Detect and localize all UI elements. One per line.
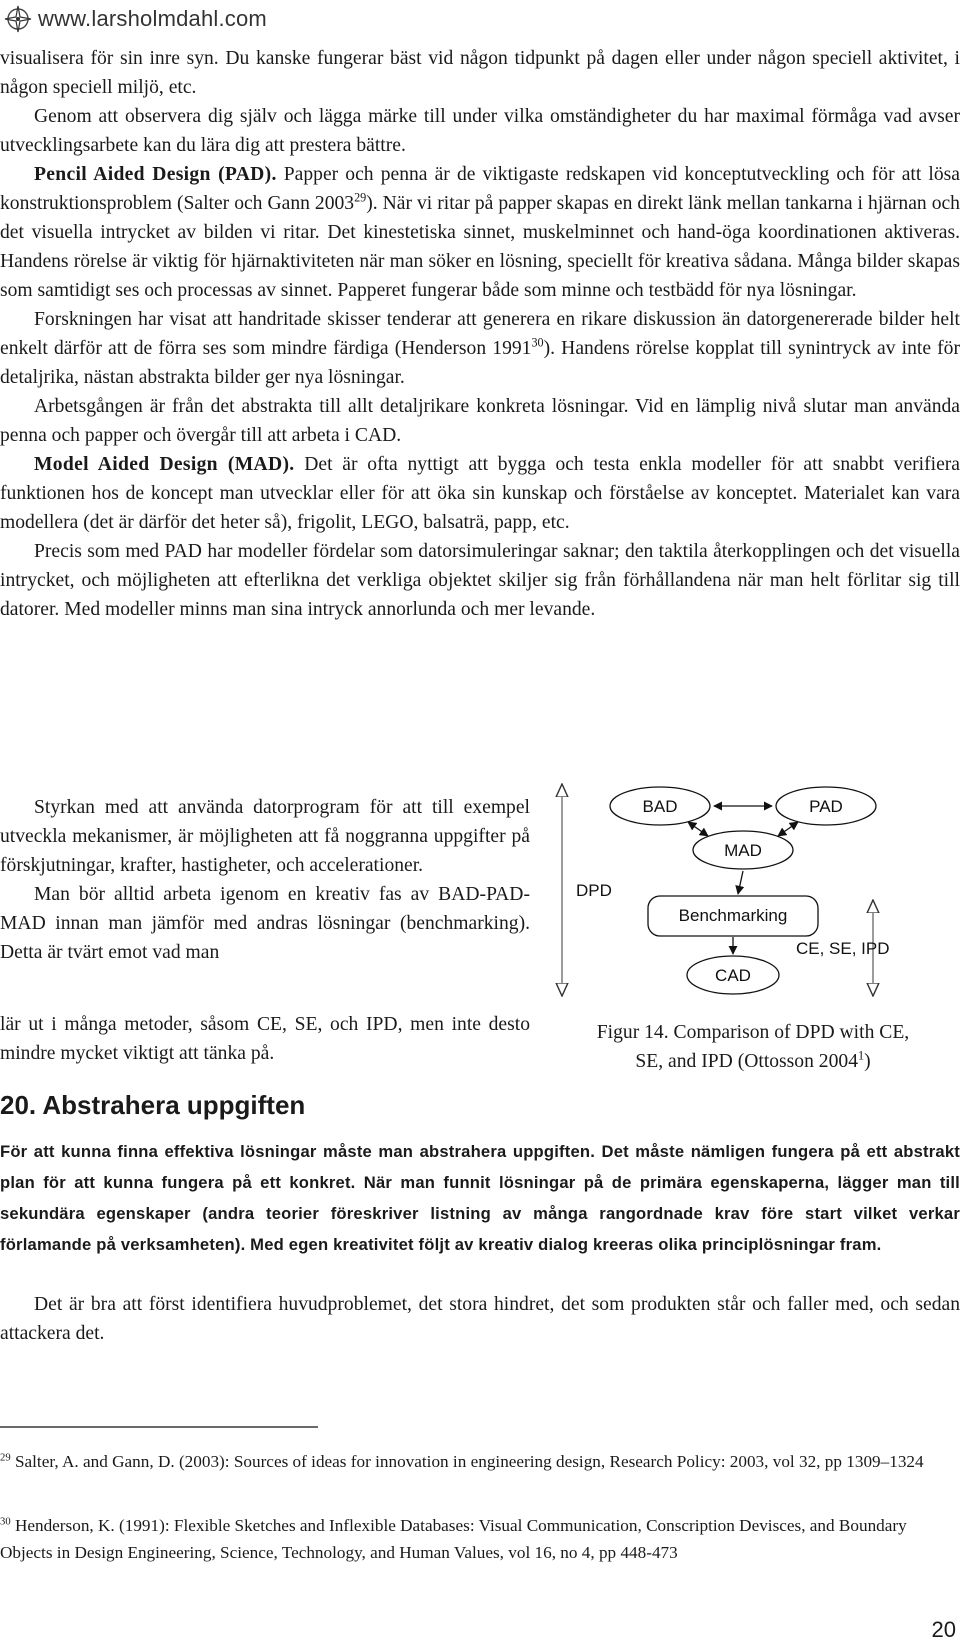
body-left-column	[0, 793, 530, 967]
dpd-label: DPD	[576, 881, 612, 900]
ce-se-ipd-label: CE, SE, IPD	[796, 939, 890, 958]
footnote-30: $^{30}$ Henderson, K. (1991): Flexible Sketches and Inflexible Databases: Visual Communication, Conscription Devisces, and Boundary Objects in Design Engineering, Science, Technology, and Human Values, vol 16, no 4, pp 448-473	[0, 1516, 907, 1562]
footnote-ref-30[interactable]: 30	[531, 335, 544, 350]
mad-label: MAD	[724, 841, 762, 860]
pad-label: PAD	[809, 797, 843, 816]
paragraph: Genom att observera dig själv och lägga märke till under vilka omständigheter du har maximal förmåga vad avser utvecklingsarbete kan du lära dig att prestera bättre.	[0, 106, 960, 156]
body-left-column-tail	[0, 1010, 530, 1068]
footnote-divider	[0, 1426, 320, 1428]
figure-caption: Figur 14. Comparison of DPD with CE, SE, and IPD (Ottosson 2004$^1$)	[596, 1022, 910, 1072]
paragraph-mad: Model Aided Design (MAD). Det är ofta nyttigt att bygga och testa enkla modeller för att snabbt verifiera funktionen hos de koncept man utvecklar eller för att öka sin kunskap och förståelse av konceptet. Materialet kan vara modellera (det är därför det heter så), frigolit, LEGO, balsaträ, papp, etc.	[0, 454, 960, 533]
paragraph: Precis som med PAD har modeller fördelar som datorsimuleringar saknar; den taktila återkopplingen och det visuella intrycket, och möjligheten att efterlikna det verkliga objektet skiljer sig från förhållandena när man helt förlitar sig till datorer. Med modeller minns man sina intryck annorlunda och mer levande.	[0, 541, 960, 620]
footnote-ref-29[interactable]: 29	[354, 190, 367, 205]
paragraph: lär ut i många metoder, såsom CE, SE, och IPD, men inte desto mindre mycket viktigt att tänka på.	[0, 1014, 530, 1064]
paragraph-pad: Pencil Aided Design (PAD). Papper och penna är de viktigaste redskapen vid konceptutveckling och för att lösa konstruktionsproblem (Salter och Gann 2003$^{29}$). När vi ritar på papper skapas en direkt länk mellan tankarna i hjärnan och det visuella intrycket av bilden vi ritar. Det kinestetiska sinnet, muskelminnet och hand-öga koordinationen aktiveras. Handens rörelse är viktig för hjärnaktiviteten när man söker en lösning, speciellt för kreativa sådana. Många bilder skapas som samtidigt ses och processas av sinnet. Papperet fungerar både som minne och testbädd för nya lösningar.	[0, 164, 960, 301]
paragraph: Styrkan med att använda datorprogram för att till exempel utveckla mekanismer, är möjligheten att få noggranna uppgifter på förskjutningar, krafter, hastigheter, och accelerationer.	[0, 797, 530, 876]
footnote-29: $^{29}$ Salter, A. and Gann, D. (2003): Sources of ideas for innovation in engineering design, Research Policy: 2003, vol 32, pp 1309–1324	[0, 1452, 924, 1471]
bad-label: BAD	[642, 797, 678, 816]
section-title: 20. Abstrahera uppgiften	[0, 1090, 306, 1120]
page-number: 20	[931, 1617, 956, 1642]
site-header	[4, 4, 267, 34]
section-abstract: För att kunna finna effektiva lösningar måste man abstrahera uppgiften. Det måste nämligen fungera på ett abstrakt plan för att kunna fungera på ett konkret. När man funnit lösningar på de primära egenskaperna, lägger man till sekundära egenskaper (andra teorier föreskriver listning av många rangordnade krav före start vilket verkar förlamande på verksamheten). Med egen kreativitet följt av kreativ dialog kreeras olika principlösningar fram.	[0, 1142, 960, 1254]
dpd-diagram	[548, 770, 960, 1010]
mad-benchmarking-arrow	[738, 871, 743, 894]
body-upper	[0, 44, 960, 624]
paragraph: Man bör alltid arbeta igenom en kreativ fas av BAD-PAD-MAD innan man jämför med andras lösningar (benchmarking). Detta är tvärt emot vad man	[0, 884, 530, 963]
site-url: www.larsholmdahl.com	[38, 6, 267, 31]
pad-heading: Pencil Aided Design (PAD).	[34, 164, 277, 185]
paragraph: visualisera för sin inre syn. Du kanske fungerar bäst vid någon tidpunkt på dagen eller under någon speciell aktivitet, i någon speciell miljö, etc.	[0, 48, 960, 98]
footnote-ref-1[interactable]: 1	[858, 1048, 865, 1063]
closing-paragraph: Det är bra att först identifiera huvudproblemet, det stora hindret, det som produkten står och faller med, och sedan attackera det.	[0, 1294, 960, 1344]
paragraph: Forskningen har visat att handritade skisser tenderar att generera en rikare diskussion än datorgenererade bilder helt enkelt därför att de förra ses som mindre färdiga (Henderson 1991$^{30}$). Handens rörelse kopplat till synintryck av inte för detaljrika, nästan abstrakta bilder ger nya lösningar.	[0, 309, 960, 388]
mad-heading: Model Aided Design (MAD).	[34, 454, 295, 475]
cad-label: CAD	[715, 966, 751, 985]
bad-mad-arrow	[688, 822, 708, 836]
benchmarking-label: Benchmarking	[678, 906, 788, 925]
pad-mad-arrow	[778, 822, 798, 836]
compass-logo-icon	[4, 5, 32, 33]
paragraph: Arbetsgången är från det abstrakta till allt detaljrikare konkreta lösningar. Vid en lämplig nivå slutar man använda penna och papper och övergår till att arbeta i CAD.	[0, 396, 960, 446]
